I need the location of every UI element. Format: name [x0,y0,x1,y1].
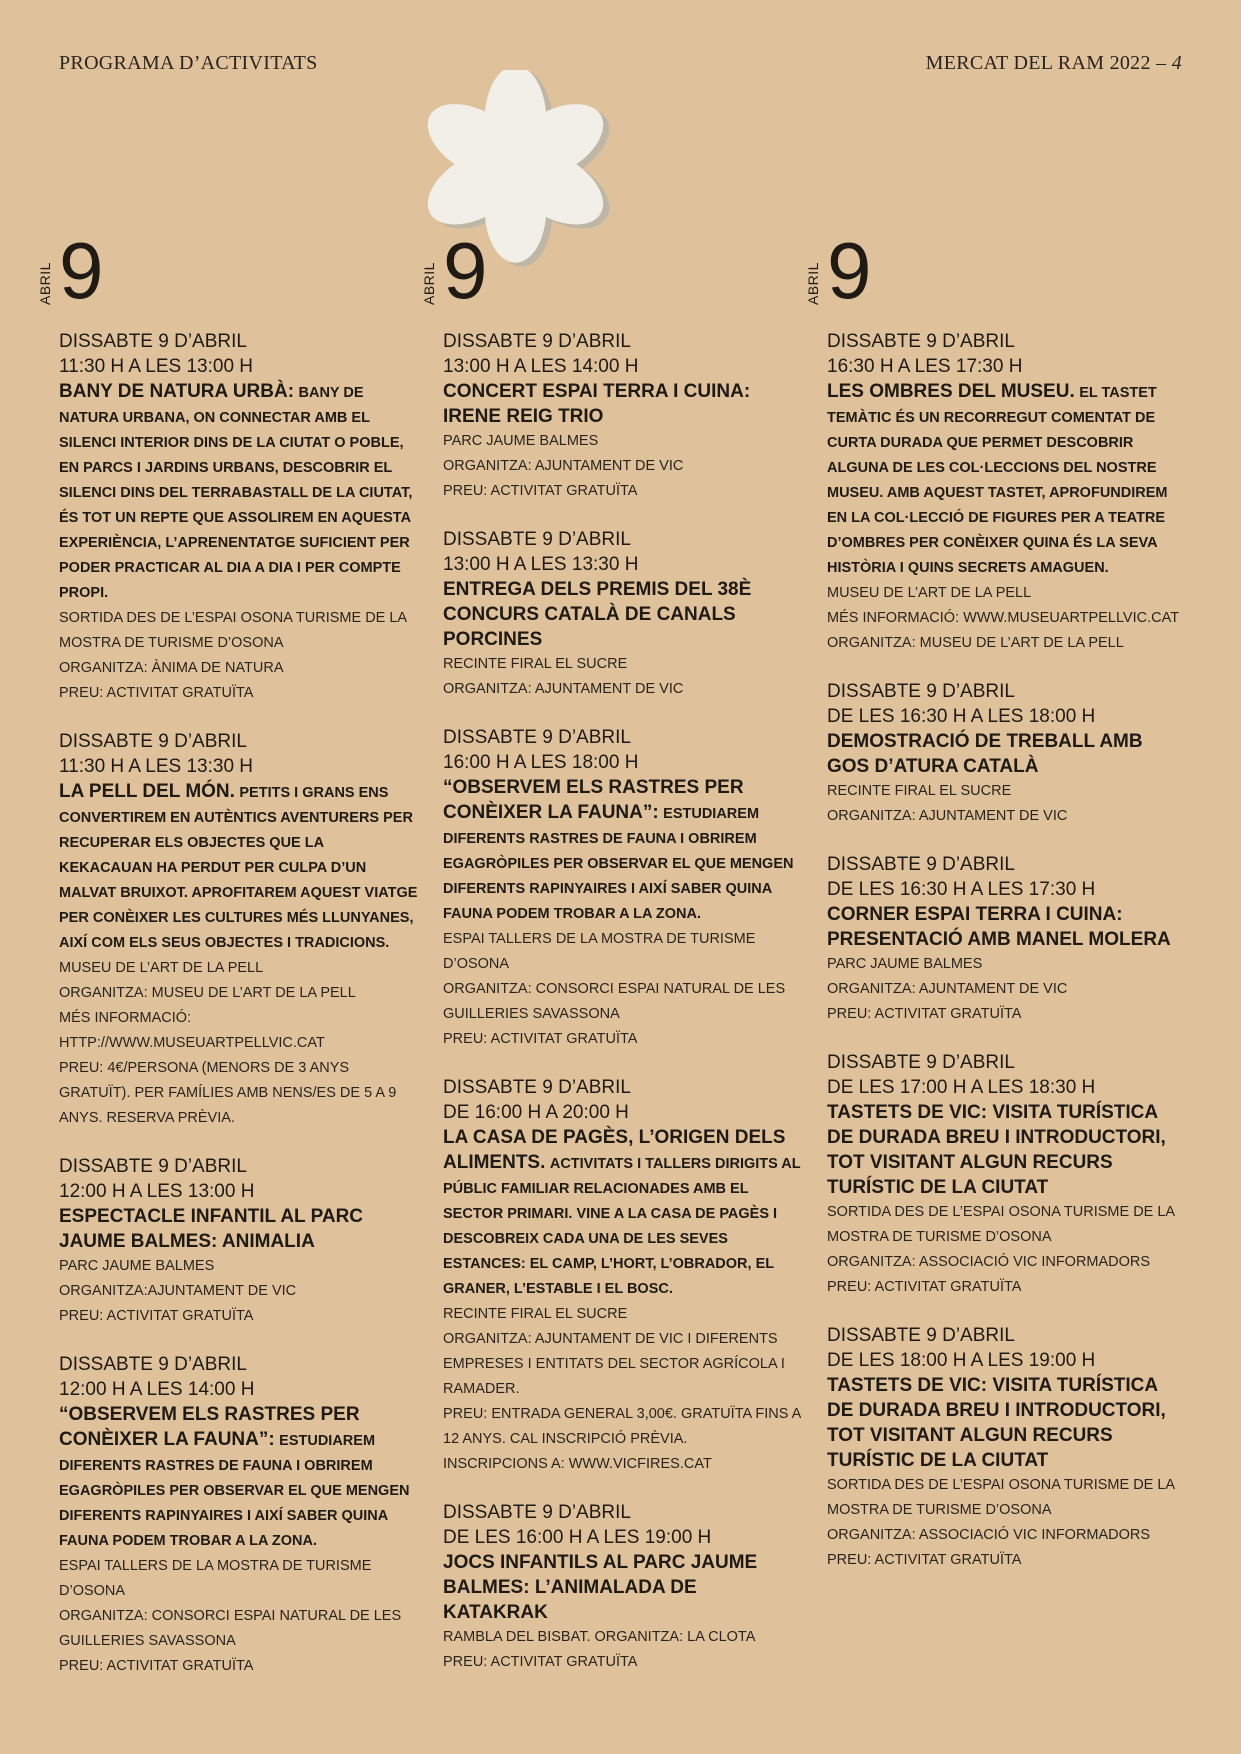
event-info: PREU: ACTIVITAT GRATUÏTA [827,1552,1022,1568]
event-info: SORTIDA DES DE L’ESPAI OSONA TURISME DE LA MOSTRA DE TURISME D’OSONA [59,610,407,651]
event-description: BANY DE NATURA URBANA, ON CONNECTAR AMB EL SILENCI INTERIOR DINS DE LA CIUTAT O POBLE, EN PARCS I JARDINS URBANS, DESCOBRIR EL SILENCI DINS DEL TERRABASTALL DE LA CIUTAT, ÉS TOT UN REPTE QUE ASSOLIREM EN AQUESTA EXPERIÈNCIA, L’APRENENTATGE SUFICIENT PER PODER PRACTICAR AL DIA A DIA I PER COMPTE PROPI. [59,385,413,601]
event-info: PARC JAUME BALMES [443,433,599,449]
event-heading [827,1373,1187,1473]
event-description: EL TASTET TEMÀTIC ÉS UN RECORREGUT COMENTAT DE CURTA DURADA QUE PERMET DESCOBRIR ALGUNA DE LES COL·LECCIONS DEL NOSTRE MUSEU. AMB AQUEST TASTET, APROFUNDIREM EN LA COL·LECCIÓ DE FIGURES PER A TEATRE D’OMBRES PER CONÈIXER QUINA ÉS LA SEVA HISTÒRIA I QUINS SECRETS AMAGUEN. [827,385,1168,576]
event-info: ORGANITZA: MUSEU DE L’ART DE LA PELL [827,635,1124,651]
event-date: DISSABTE 9 D’ABRIL [827,1325,1015,1346]
event-info: ORGANITZA: AJUNTAMENT DE VIC [827,808,1068,824]
event-item [59,1352,419,1679]
event-time: 13:00 H A LES 13:30 H [443,554,639,575]
event-date: DISSABTE 9 D’ABRIL [59,1156,247,1177]
column-3 [805,226,1187,1596]
event-time: 12:00 H A LES 14:00 H [59,1379,255,1400]
event-heading [59,1402,419,1554]
event-item [443,1075,803,1477]
event-info: PREU: ACTIVITAT GRATUÏTA [443,1654,638,1670]
event-description: ESTUDIAREM DIFERENTS RASTRES DE FAUNA I OBRIREM EGAGRÒPILES PER OBSERVAR EL QUE MENGEN DIFERENTS RAPINYAIRES I AIXÍ SABER QUINA FAUNA PODEM TROBAR A LA ZONA. [59,1433,410,1549]
column-2 [421,226,803,1698]
event-info: MÉS INFORMACIÓ: WWW.MUSEUARTPELLVIC.CAT [827,610,1180,626]
event-heading [59,1204,419,1254]
event-info: ORGANITZA: ASSOCIACIÓ VIC INFORMADORS [827,1254,1151,1270]
event-info: RECINTE FIRAL EL SUCRE [827,783,1012,799]
event-item [443,1500,803,1675]
event-info: MUSEU DE L’ART DE LA PELL [59,960,264,976]
event-time: 16:00 H A LES 18:00 H [443,752,639,773]
event-info: PREU: ACTIVITAT GRATUÏTA [59,1308,254,1324]
event-title: ESPECTACLE INFANTIL AL PARC JAUME BALMES: ANIMALIA [59,1206,364,1252]
event-title: JOCS INFANTILS AL PARC JAUME BALMES: L’ANIMALADA DE KATAKRAK [443,1552,758,1623]
event-title: BANY DE NATURA URBÀ: [59,381,295,402]
event-title: DEMOSTRACIÓ DE TREBALL AMB GOS D’ATURA CATALÀ [827,731,1143,777]
event-info: ORGANITZA: AJUNTAMENT DE VIC I DIFERENTS EMPRESES I ENTITATS DEL SECTOR AGRÍCOLA I RAMADER. [443,1331,785,1397]
event-item [443,329,803,504]
event-heading [59,379,419,606]
event-title: ENTREGA DELS PREMIS DEL 38È CONCURS CATALÀ DE CANALS PORCINES [443,579,752,650]
event-item [827,1323,1187,1573]
event-info: ORGANITZA:AJUNTAMENT DE VIC [59,1283,297,1299]
event-info: PARC JAUME BALMES [827,956,983,972]
event-info: MÉS INFORMACIÓ: HTTP://WWW.MUSEUARTPELLVIC.CAT [59,1010,325,1051]
event-info: PARC JAUME BALMES [59,1258,215,1274]
event-info: ORGANITZA: ÀNIMA DE NATURA [59,660,284,676]
event-heading [827,379,1187,581]
event-item [59,729,419,1131]
event-date: DISSABTE 9 D’ABRIL [443,331,631,352]
event-item [59,329,419,706]
event-time: DE LES 16:30 H A LES 18:00 H [827,706,1096,727]
event-info: INSCRIPCIONS A: WWW.VICFIRES.CAT [443,1456,712,1472]
event-time: 12:00 H A LES 13:00 H [59,1181,255,1202]
date-day: 9 [59,226,104,315]
event-date: DISSABTE 9 D’ABRIL [443,1502,631,1523]
event-info: PREU: ACTIVITAT GRATUÏTA [59,685,254,701]
column-1 [37,226,419,1702]
event-item [443,725,803,1052]
event-item [59,1154,419,1329]
event-date: DISSABTE 9 D’ABRIL [59,1354,247,1375]
event-heading [443,1125,803,1302]
date-month: ABRIL [805,262,821,305]
event-item [827,852,1187,1027]
event-info: PREU: ACTIVITAT GRATUÏTA [59,1658,254,1674]
event-date: DISSABTE 9 D’ABRIL [59,331,247,352]
event-time: DE LES 16:00 H A LES 19:00 H [443,1527,712,1548]
event-info: RECINTE FIRAL EL SUCRE [443,656,628,672]
event-date: DISSABTE 9 D’ABRIL [827,331,1015,352]
event-info: ORGANITZA: CONSORCI ESPAI NATURAL DE LES GUILLERIES SAVASSONA [443,981,786,1022]
event-info: ORGANITZA: AJUNTAMENT DE VIC [443,458,684,474]
event-time: 11:30 H A LES 13:00 H [59,356,254,377]
event-title: TASTETS DE VIC: VISITA TURÍSTICA DE DURADA BREU I INTRODUCTORI, TOT VISITANT ALGUN RECURS TURÍSTIC DE LA CIUTAT [827,1102,1166,1198]
event-heading [443,379,803,429]
event-info: ESPAI TALLERS DE LA MOSTRA DE TURISME D’OSONA [443,931,756,972]
event-time: DE LES 18:00 H A LES 19:00 H [827,1350,1096,1371]
event-description: PETITS I GRANS ENS CONVERTIREM EN AUTÈNTICS AVENTURERS PER RECUPERAR ELS OBJECTES QUE LA KEKACAUAN HA PERDUT PER CULPA D’UN MALVAT BRUIXOT. APROFITAREM AQUEST VIATGE PER CONÈIXER LES CULTURES MÉS LLUNYANES, AIXÍ COM ELS SEUS OBJECTES I TRADICIONS. [59,785,418,951]
event-item [827,679,1187,829]
event-description: ACTIVITATS I TALLERS DIRIGITS AL PÚBLIC FAMILIAR RELACIONADES AMB EL SECTOR PRIMARI. VINE A LA CASA DE PAGÈS I DESCOBREIX CADA UNA DE LES SEVES ESTANCES: EL CAMP, L’HORT, L’OBRADOR, EL GRANER, L’ESTABLE I EL BOSC. [443,1156,801,1297]
event-info: RECINTE FIRAL EL SUCRE [443,1306,628,1322]
date-month: ABRIL [37,262,53,305]
event-title: LA PELL DEL MÓN. [59,781,235,802]
header-edition [926,52,1182,75]
event-info: ORGANITZA: AJUNTAMENT DE VIC [443,681,684,697]
event-date: DISSABTE 9 D’ABRIL [827,1052,1015,1073]
event-title: “OBSERVEM ELS RASTRES PER CONÈIXER LA FAUNA”: [443,777,744,823]
event-info: ORGANITZA: ASSOCIACIÓ VIC INFORMADORS [827,1527,1151,1543]
event-info: PREU: ENTRADA GENERAL 3,00€. GRATUÏTA FINS A 12 ANYS. CAL INSCRIPCIÓ PRÈVIA. [443,1406,801,1447]
event-info: SORTIDA DES DE L’ESPAI OSONA TURISME DE LA MOSTRA DE TURISME D’OSONA [827,1204,1175,1245]
event-heading [443,577,803,652]
event-time: 16:30 H A LES 17:30 H [827,356,1023,377]
event-time: 11:30 H A LES 13:30 H [59,756,254,777]
event-date: DISSABTE 9 D’ABRIL [827,854,1015,875]
date-day: 9 [443,226,488,315]
event-title: CONCERT ESPAI TERRA I CUINA: IRENE REIG TRIO [443,381,751,427]
event-heading [827,902,1187,952]
event-time: DE LES 17:00 H A LES 18:30 H [827,1077,1096,1098]
event-heading [827,1100,1187,1200]
event-info: MUSEU DE L’ART DE LA PELL [827,585,1032,601]
header-edition-label: MERCAT DEL RAM 2022 – [925,52,1167,74]
date-month: ABRIL [421,262,437,305]
event-date: DISSABTE 9 D’ABRIL [443,1077,631,1098]
event-item [827,1050,1187,1300]
event-title: CORNER ESPAI TERRA I CUINA: PRESENTACIÓ AMB MANEL MOLERA [827,904,1171,950]
event-time: DE LES 16:30 H A LES 17:30 H [827,879,1096,900]
event-time: 13:00 H A LES 14:00 H [443,356,639,377]
event-info: ORGANITZA: CONSORCI ESPAI NATURAL DE LES GUILLERIES SAVASSONA [59,1608,402,1649]
event-info: SORTIDA DES DE L’ESPAI OSONA TURISME DE LA MOSTRA DE TURISME D’OSONA [827,1477,1175,1518]
event-date: DISSABTE 9 D’ABRIL [827,681,1015,702]
header-title: PROGRAMA D’ACTIVITATS [59,52,318,74]
event-title: “OBSERVEM ELS RASTRES PER CONÈIXER LA FAUNA”: [59,1404,360,1450]
event-date: DISSABTE 9 D’ABRIL [59,731,247,752]
event-info: ESPAI TALLERS DE LA MOSTRA DE TURISME D’OSONA [59,1558,372,1599]
event-heading [443,775,803,927]
event-description: ESTUDIAREM DIFERENTS RASTRES DE FAUNA I OBRIREM EGAGRÒPILES PER OBSERVAR EL QUE MENGEN DIFERENTS RAPINYAIRES I AIXÍ SABER QUINA FAUNA PODEM TROBAR A LA ZONA. [443,806,794,922]
event-heading [59,779,419,956]
event-date: DISSABTE 9 D’ABRIL [443,727,631,748]
event-heading [827,729,1187,779]
event-info: PREU: ACTIVITAT GRATUÏTA [443,1031,638,1047]
event-date: DISSABTE 9 D’ABRIL [443,529,631,550]
event-title: LES OMBRES DEL MUSEU. [827,381,1075,402]
event-info: ORGANITZA: MUSEU DE L’ART DE LA PELL [59,985,356,1001]
page-number: 4 [1171,52,1182,74]
date-heading [805,226,1187,319]
event-info: RAMBLA DEL BISBAT. ORGANITZA: LA CLOTA [443,1629,756,1645]
event-info: PREU: 4€/PERSONA (MENORS DE 3 ANYS GRATUÏT). PER FAMÍLIES AMB NENS/ES DE 5 A 9 ANYS. RESERVA PRÈVIA. [59,1060,397,1126]
event-title: TASTETS DE VIC: VISITA TURÍSTICA DE DURADA BREU I INTRODUCTORI, TOT VISITANT ALGUN RECURS TURÍSTIC DE LA CIUTAT [827,1375,1166,1471]
event-heading [443,1550,803,1625]
date-heading [37,226,419,319]
event-info: PREU: ACTIVITAT GRATUÏTA [827,1279,1022,1295]
event-item [443,527,803,702]
event-info: PREU: ACTIVITAT GRATUÏTA [827,1006,1022,1022]
event-title: LA CASA DE PAGÈS, L’ORIGEN DELS ALIMENTS. [443,1127,786,1173]
event-item [827,329,1187,656]
event-info: ORGANITZA: AJUNTAMENT DE VIC [827,981,1068,997]
flower-icon [415,70,620,275]
event-info: PREU: ACTIVITAT GRATUÏTA [443,483,638,499]
event-time: DE 16:00 H A 20:00 H [443,1102,629,1123]
date-day: 9 [827,226,872,315]
